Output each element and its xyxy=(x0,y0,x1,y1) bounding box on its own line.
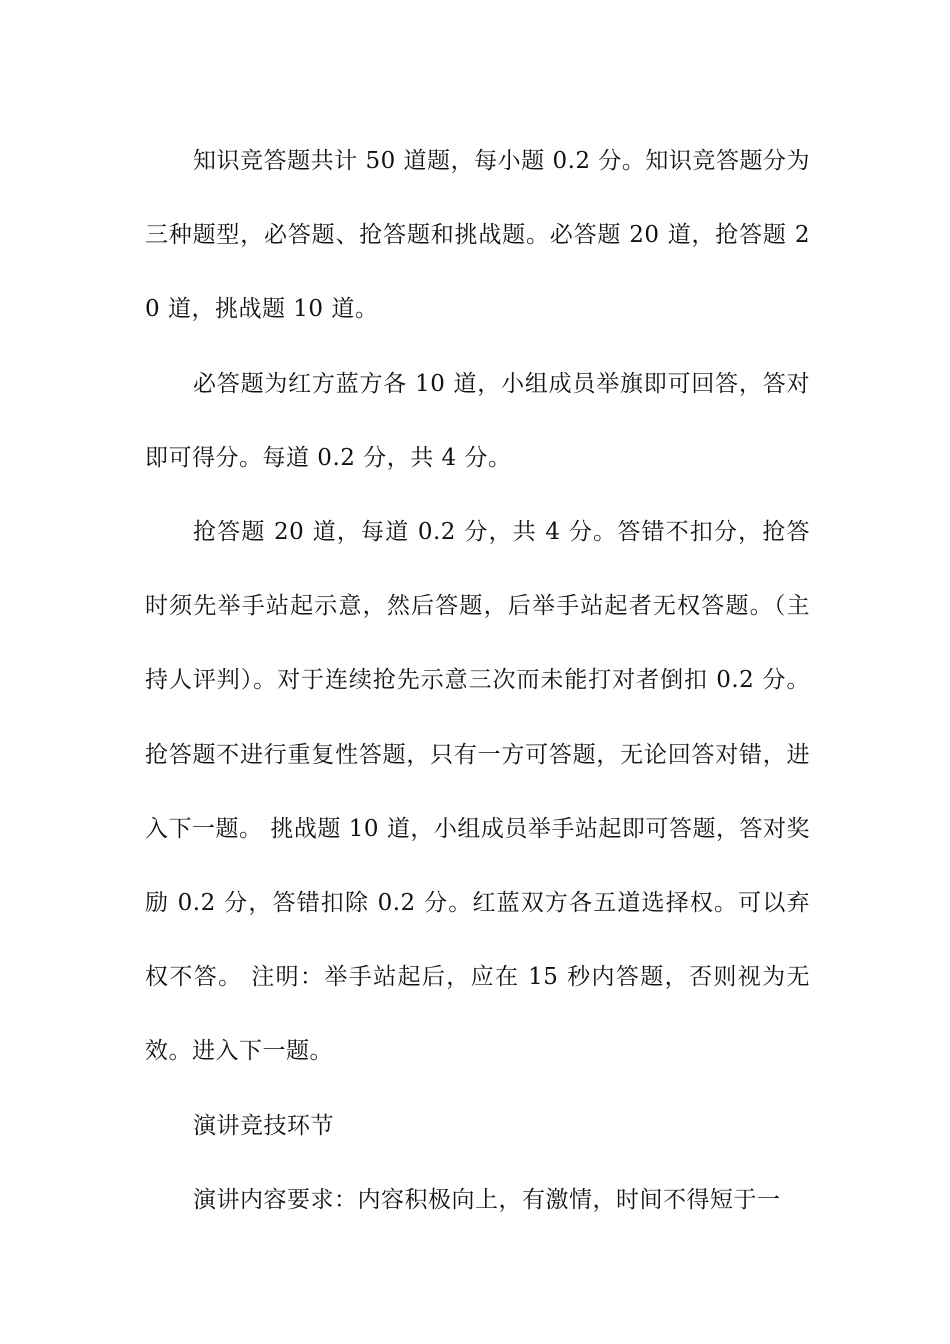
paragraph-required-questions: 必答题为红方蓝方各 10 道，小组成员举旗即可回答，答对即可得分。每道 0.2 分，共 4 分。 xyxy=(145,370,810,471)
paragraph-rush-and-challenge: 抢答题 20 道，每道 0.2 分，共 4 分。答错不扣分，抢答时须先举手站起示意，然后答题，后举手站起者无权答题。（主持人评判）。对于连续抢先示意三次而未能打对者倒扣 0.2 分。抢答题不进行重复性答题，只有一方可答题，无论回答对错，进入下一题。 挑战题 10 道，小组成员举手站起即可答题，答对奖励 0.2 分，答错扣除 0.2 分。红蓝双方各五道选择权。可以弃权不答。 注明：举手站起后，应在 15 秒内答题，否则视为无效。进入下一题。 xyxy=(145,519,810,1065)
paragraph-speech-requirements: 演讲内容要求：内容积极向上，有激情，时间不得短于一 xyxy=(193,1186,781,1213)
paragraph-quiz-overview: 知识竞答题共计 50 道题，每小题 0.2 分。知识竞答题分为三种题型，必答题、抢答题和挑战题。必答题 20 道，抢答题 20 道，挑战题 10 道。 xyxy=(145,148,810,323)
document-body xyxy=(145,124,810,1237)
section-heading-speech: 演讲竞技环节 xyxy=(193,1112,334,1139)
